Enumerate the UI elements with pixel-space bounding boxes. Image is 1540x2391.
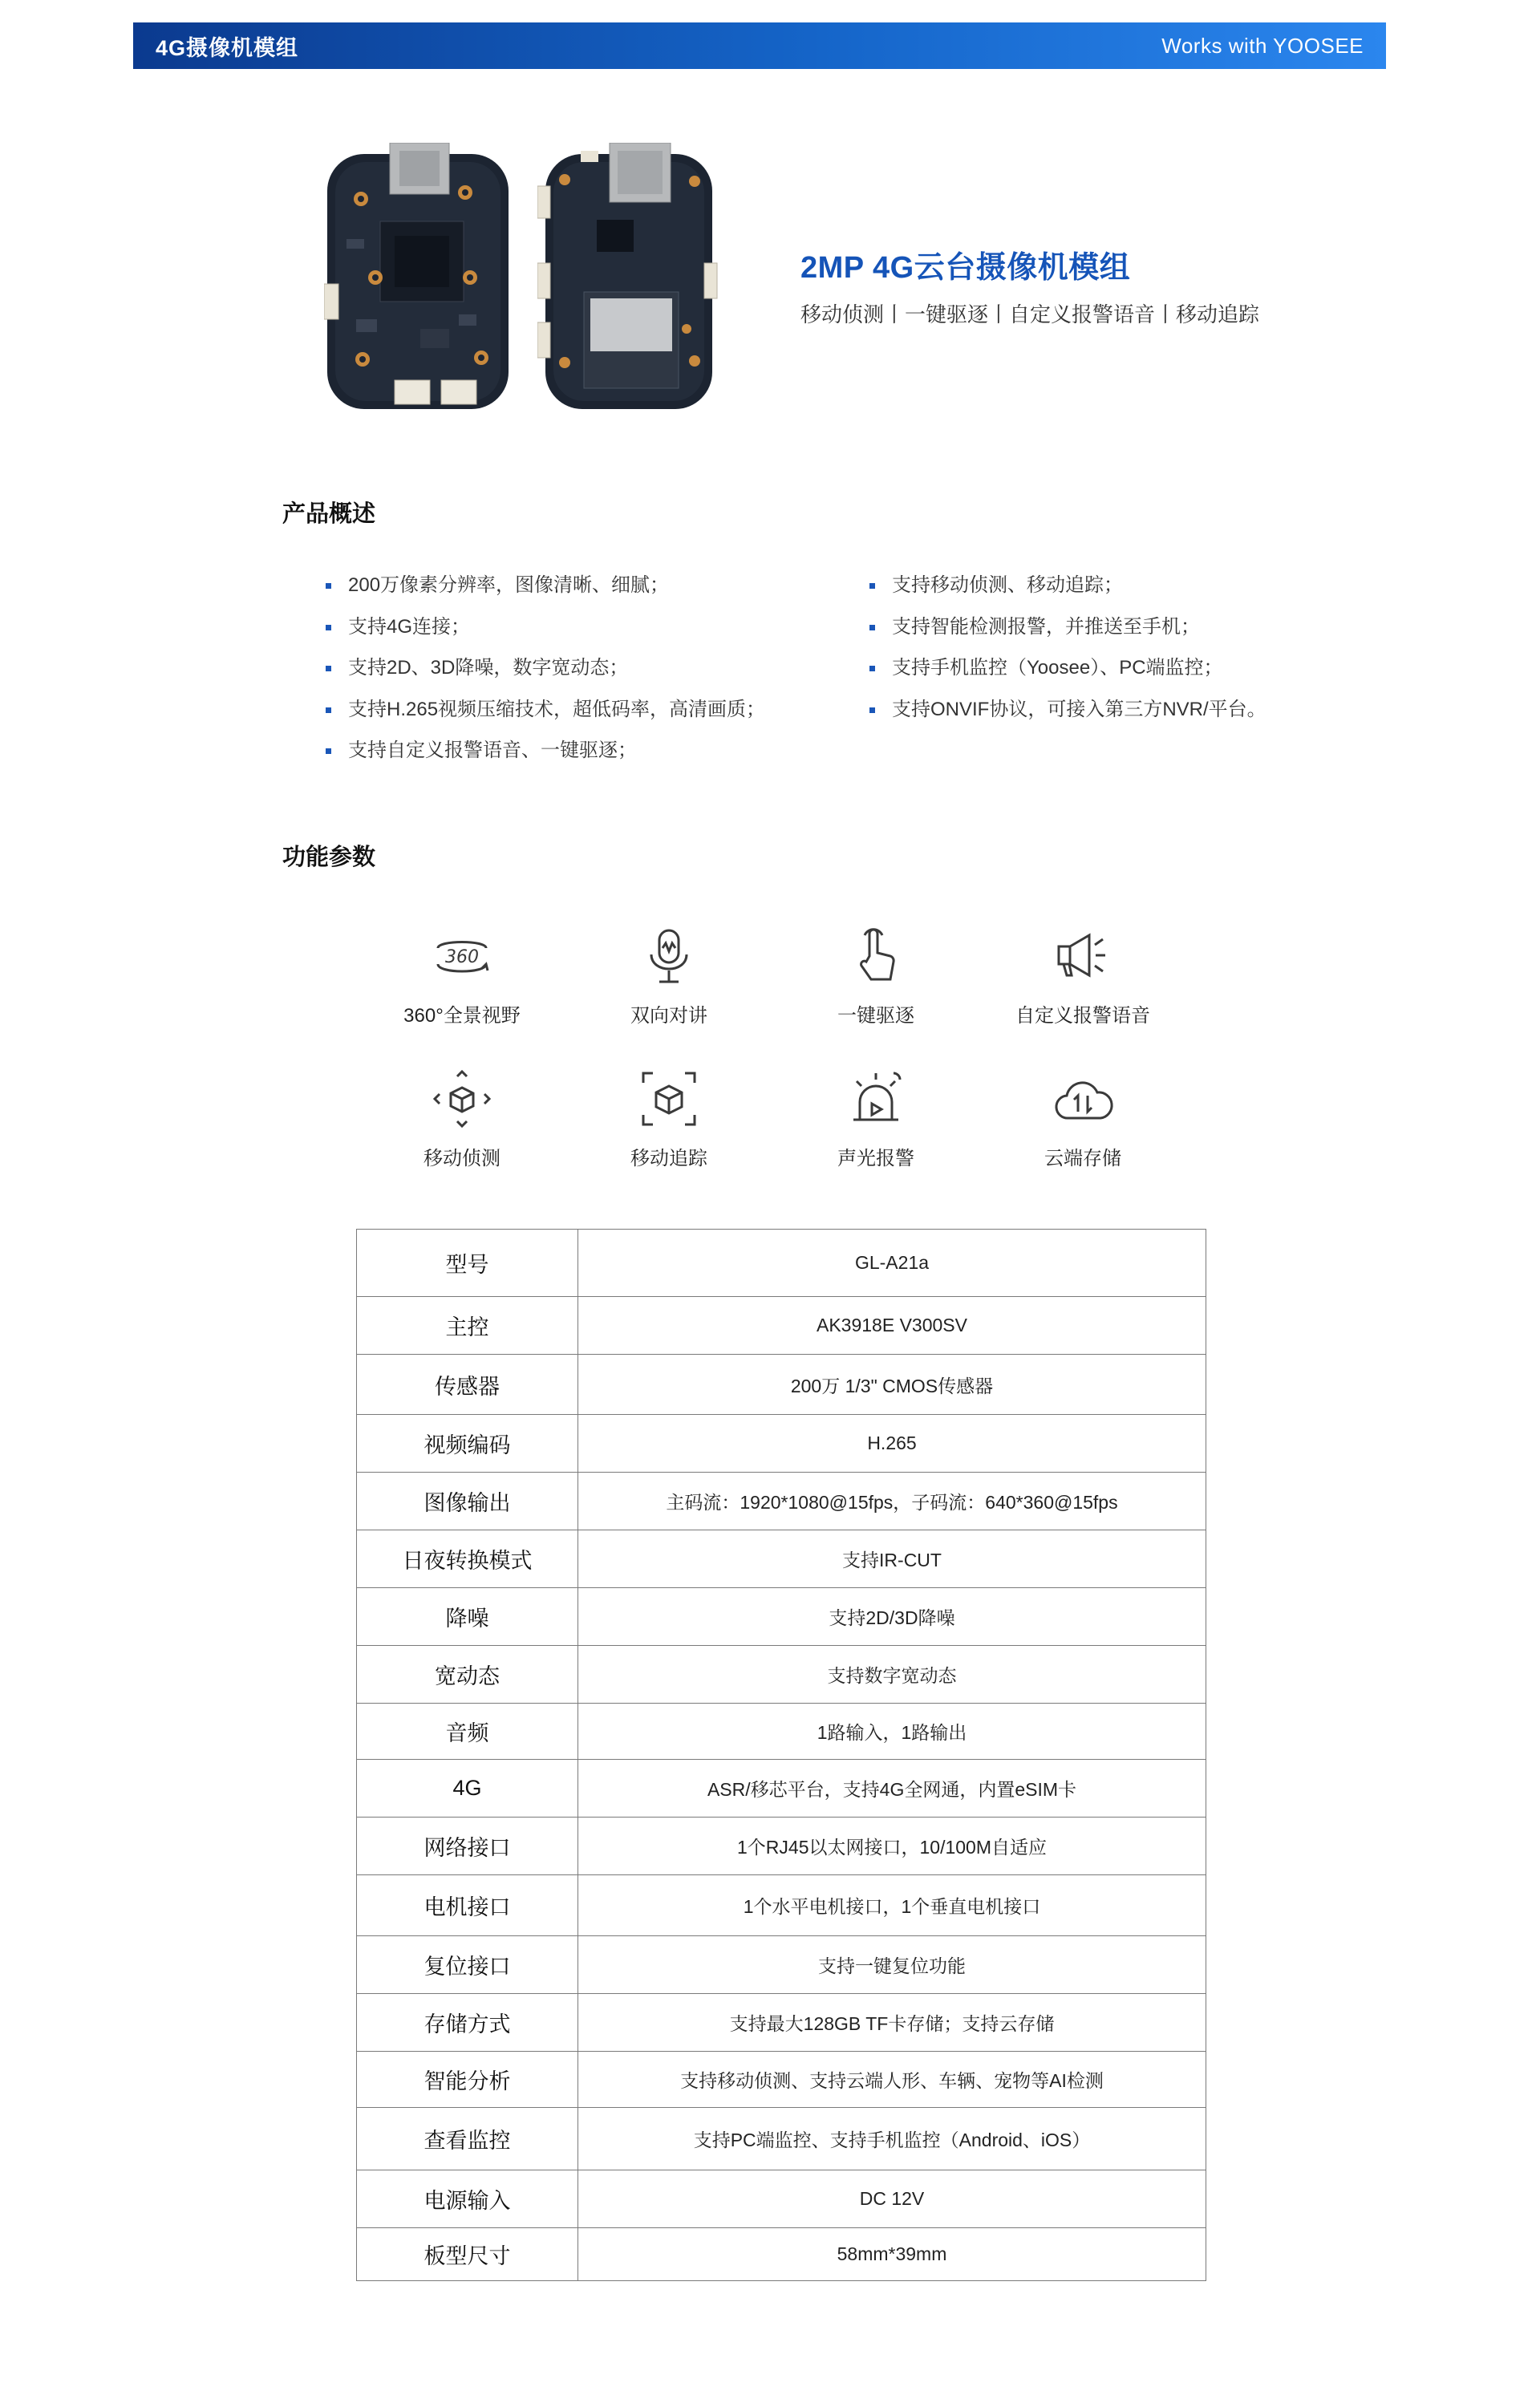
spec-value: 支持PC端监控、支持手机监控（Android、iOS） [578, 2108, 1206, 2170]
overview-title: 产品概述 [282, 501, 376, 527]
pcb-front-image [324, 143, 512, 412]
table-row [357, 2108, 1206, 2170]
feature-label: 云端存储 [1044, 1148, 1121, 1169]
spec-value: 1个RJ45以太网接口，10/100M自适应 [578, 1818, 1206, 1875]
feature-sound-light-alarm [780, 1067, 972, 1170]
spec-key: 电源输入 [357, 2170, 578, 2228]
spec-value: 58mm*39mm [578, 2228, 1206, 2281]
spec-key: 宽动态 [357, 1646, 578, 1704]
feature-motion-detect [366, 1067, 558, 1170]
spec-value: GL-A21a [578, 1230, 1206, 1297]
feature-panorama [366, 924, 558, 1027]
feature-label: 360°全景视野 [403, 1005, 521, 1027]
panorama-360-icon [430, 924, 494, 988]
spec-key: 电机接口 [357, 1875, 578, 1936]
table-row [357, 1530, 1206, 1588]
feature-custom-alarm [987, 924, 1179, 1027]
feature-cloud-storage [987, 1067, 1179, 1170]
spec-key: 视频编码 [357, 1415, 578, 1473]
tracking-cube-icon [637, 1067, 701, 1131]
table-row [357, 1297, 1206, 1355]
megaphone-icon [1051, 924, 1115, 988]
table-row [357, 2170, 1206, 2228]
table-row [357, 1415, 1206, 1473]
feature-label: 移动侦测 [424, 1148, 500, 1169]
spec-key: 传感器 [357, 1355, 578, 1415]
spec-key: 复位接口 [357, 1936, 578, 1994]
product-title: 2MP 4G云台摄像机模组 [800, 251, 1131, 285]
table-row [357, 1875, 1206, 1936]
table-row [357, 2052, 1206, 2108]
table-row [357, 2228, 1206, 2281]
alarm-light-icon [844, 1067, 908, 1131]
spec-table [356, 1229, 1206, 2281]
overview-list-left [326, 573, 765, 780]
list-item: 支持2D、3D降噪，数字宽动态； [326, 656, 765, 698]
spec-key: 音频 [357, 1704, 578, 1760]
spec-value: ASR/移芯平台，支持4G全网通，内置eSIM卡 [578, 1760, 1206, 1818]
spec-key: 日夜转换模式 [357, 1530, 578, 1588]
spec-value: 支持一键复位功能 [578, 1936, 1206, 1994]
brand-tag: Works with YOOSEE [1161, 33, 1364, 58]
spec-value: 支持IR-CUT [578, 1530, 1206, 1588]
table-row [357, 1760, 1206, 1818]
spec-key: 板型尺寸 [357, 2228, 578, 2281]
spec-value: 支持数字宽动态 [578, 1646, 1206, 1704]
spec-key: 存储方式 [357, 1994, 578, 2052]
table-row [357, 1818, 1206, 1875]
svg-text:360: 360 [445, 947, 479, 967]
spec-key: 网络接口 [357, 1818, 578, 1875]
category-title: 4G摄像机模组 [156, 35, 299, 60]
list-item: 支持智能检测报警，并推送至手机； [869, 615, 1266, 657]
list-item: 支持自定义报警语音、一键驱逐； [326, 739, 765, 780]
spec-value: 1个水平电机接口，1个垂直电机接口 [578, 1875, 1206, 1936]
feature-deter [780, 924, 972, 1027]
list-item: 支持4G连接； [326, 615, 765, 657]
spec-value: 支持2D/3D降噪 [578, 1588, 1206, 1646]
spec-value: 1路输入，1路输出 [578, 1704, 1206, 1760]
table-row [357, 1994, 1206, 2052]
product-subtitle: 移动侦测丨一键驱逐丨自定义报警语音丨移动追踪 [800, 302, 1260, 326]
spec-key: 智能分析 [357, 2052, 578, 2108]
spec-value: 支持移动侦测、支持云端人形、车辆、宠物等AI检测 [578, 2052, 1206, 2108]
spec-key: 降噪 [357, 1588, 578, 1646]
list-item: 支持手机监控（Yoosee）、PC端监控； [869, 656, 1266, 698]
feature-label: 自定义报警语音 [1015, 1005, 1150, 1027]
pcb-back-image [537, 143, 719, 412]
spec-value: 200万 1/3" CMOS传感器 [578, 1355, 1206, 1415]
spec-value: DC 12V [578, 2170, 1206, 2228]
table-row [357, 1230, 1206, 1297]
feature-label: 声光报警 [837, 1148, 914, 1169]
features-title: 功能参数 [282, 845, 376, 870]
feature-label: 移动追踪 [630, 1148, 707, 1169]
top-banner [133, 22, 1386, 69]
overview-list-right [869, 573, 1266, 739]
feature-intercom [573, 924, 765, 1027]
table-row [357, 1646, 1206, 1704]
motion-cube-icon [430, 1067, 494, 1131]
feature-label: 双向对讲 [630, 1005, 707, 1027]
table-row [357, 1588, 1206, 1646]
spec-value: 主码流：1920*1080@15fps，子码流：640*360@15fps [578, 1473, 1206, 1530]
cloud-storage-icon [1051, 1067, 1115, 1131]
tap-hand-icon [844, 924, 908, 988]
spec-key: 4G [357, 1760, 578, 1818]
list-item: 支持ONVIF协议，可接入第三方NVR/平台。 [869, 698, 1266, 740]
feature-label: 一键驱逐 [837, 1005, 914, 1027]
spec-key: 查看监控 [357, 2108, 578, 2170]
spec-key: 图像输出 [357, 1473, 578, 1530]
list-item: 200万像素分辨率，图像清晰、细腻； [326, 573, 765, 615]
list-item: 支持移动侦测、移动追踪； [869, 573, 1266, 615]
table-row [357, 1704, 1206, 1760]
spec-key: 型号 [357, 1230, 578, 1297]
table-row [357, 1936, 1206, 1994]
spec-value: AK3918E V300SV [578, 1297, 1206, 1355]
table-row [357, 1355, 1206, 1415]
spec-value: 支持最大128GB TF卡存储；支持云存储 [578, 1994, 1206, 2052]
table-row [357, 1473, 1206, 1530]
spec-value: H.265 [578, 1415, 1206, 1473]
spec-key: 主控 [357, 1297, 578, 1355]
microphone-icon [637, 924, 701, 988]
feature-motion-track [573, 1067, 765, 1170]
list-item: 支持H.265视频压缩技术，超低码率，高清画质； [326, 698, 765, 740]
